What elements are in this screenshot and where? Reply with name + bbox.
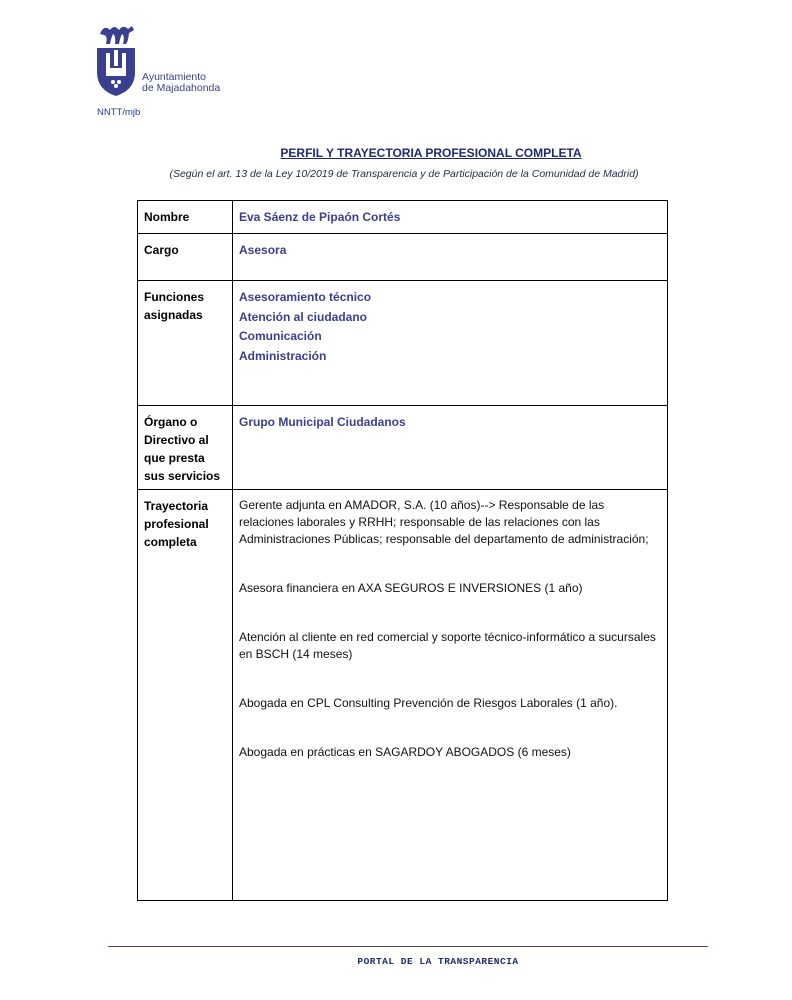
- document-title: PERFIL Y TRAYECTORIA PROFESIONAL COMPLETA: [280, 146, 582, 160]
- value-organo: Grupo Municipal Ciudadanos: [233, 406, 668, 490]
- trayectoria-item: Asesora financiera en AXA SEGUROS E INVERSIONES (1 año): [239, 581, 583, 595]
- coat-of-arms-icon: [94, 20, 138, 100]
- municipal-logo: [94, 20, 138, 105]
- footer-divider: [108, 946, 708, 947]
- row-funciones: [138, 281, 668, 406]
- document-reference: NNTT/mjb: [97, 107, 141, 118]
- funcion-item: Atención al ciudadano: [239, 309, 368, 324]
- row-trayectoria: [138, 490, 668, 901]
- label-organo: Órgano o Directivo al que presta sus servicios: [138, 406, 233, 490]
- funcion-item: Asesoramiento técnico: [239, 290, 372, 304]
- value-nombre: Eva Sáenz de Pipaón Cortés: [233, 201, 668, 234]
- row-cargo: [138, 234, 668, 281]
- value-cargo: Asesora: [233, 234, 668, 281]
- label-cargo: Cargo: [138, 234, 233, 281]
- trayectoria-item: Abogada en CPL Consulting Prevención de Riesgos Laborales (1 año).: [239, 696, 618, 710]
- row-nombre: [138, 201, 668, 234]
- value-trayectoria: [233, 490, 668, 901]
- logo-wordmark: Ayuntamiento de Majadahonda: [142, 71, 221, 94]
- label-nombre: Nombre: [138, 201, 233, 234]
- trayectoria-item: Abogada en prácticas en SAGARDOY ABOGADOS (6 meses): [239, 745, 571, 759]
- footer-text: PORTAL DE LA TRANSPARENCIA: [357, 956, 519, 967]
- label-funciones: Funciones asignadas: [138, 281, 233, 406]
- funcion-item: Comunicación: [239, 329, 322, 343]
- funcion-item: Administración: [239, 348, 327, 363]
- profile-table: [137, 200, 668, 901]
- document-subtitle: (Según el art. 13 de la Ley 10/2019 de Transparencia y de Participación de la Comunidad de Madrid): [169, 168, 639, 180]
- trayectoria-item: Atención al cliente en red comercial y soporte técnico-informático a sucursales en BSCH (14 meses): [239, 630, 656, 661]
- label-trayectoria: Trayectoria profesional completa: [138, 490, 233, 901]
- trayectoria-item: Gerente adjunta en AMADOR, S.A. (10 años)--> Responsable de las relaciones laborales y RRHH; responsable de las relaciones con las Administraciones Públicas; responsable del departamento de administración;: [239, 498, 649, 546]
- value-funciones: [233, 281, 668, 406]
- row-organo: [138, 406, 668, 490]
